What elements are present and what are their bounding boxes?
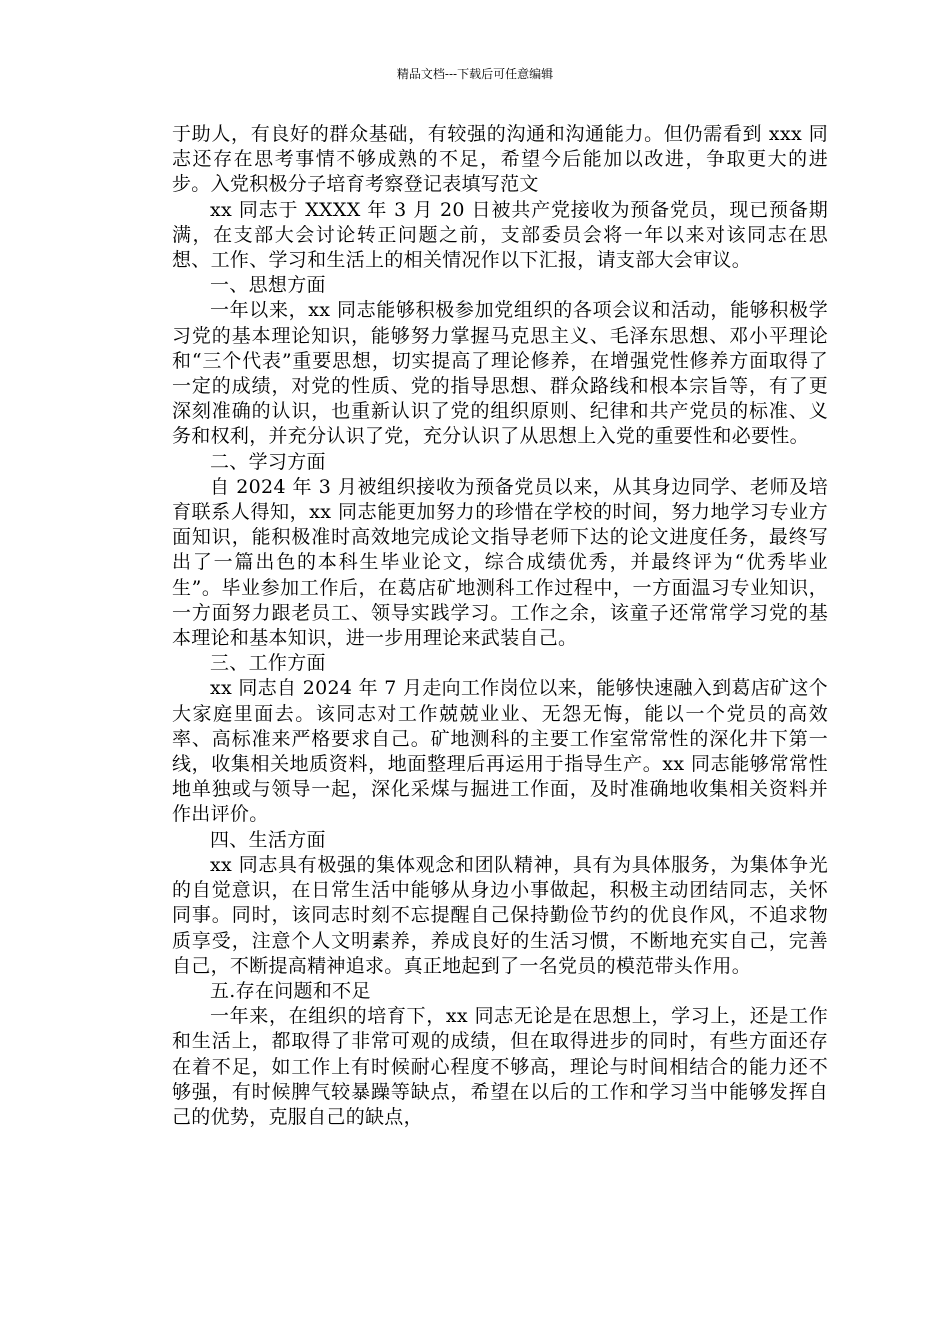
paragraph-life: xx 同志具有极强的集体观念和团队精神，具有为具体服务，为集体争光的自觉意识，在日常生活中能够从身边小事做起，积极主动团结同志，关怀同事。同时，该同志时刻不忘提醒自己保持勤俭节约的优良作风，不追求物质享受，注意个人文明素养，养成良好的生活习惯，不断地充实自己，完善自己，不断提高精神追求。真正地起到了一名党员的模范带头作用。 xyxy=(172,853,828,977)
section-heading-study: 二、学习方面 xyxy=(210,450,326,473)
paragraph-work: xx 同志自 2024 年 7 月走向工作岗位以来，能够快速融入到葛店矿这个大家庭里面去。该同志对工作兢兢业业、无怨无悔，能以一个党员的高效率、高标准来严格要求自己。矿地测科的主要工作室常常性的深化井下第一线，收集相关地质资料，地面整理后再运用于指导生产。xx 同志能够常常性地单独或与领导一起，深化采煤与掘进工作面，及时准确地收集相关资料并作出评价。 xyxy=(172,677,828,826)
section-heading-thought: 一、思想方面 xyxy=(210,274,326,297)
document-body xyxy=(172,122,828,1130)
paragraph-intro: xx 同志于 XXXX 年 3 月 20 日被共产党接收为预备党员，现已预备期满，在支部大会讨论转正问题之前，支部委员会将一年以来对该同志在思想、工作、学习和生活上的相关情况作以下汇报，请支部大会审议。 xyxy=(172,198,828,272)
section-heading-issues: 五.存在问题和不足 xyxy=(210,979,371,1002)
page-header: 精品文档---下载后可任意编辑 xyxy=(396,67,554,81)
paragraph-thought: 一年以来，xx 同志能够积极参加党组织的各项会议和活动，能够积极学习党的基本理论知识，能够努力掌握马克思主义、毛泽东思想、邓小平理论和“三个代表”重要思想，切实提高了理论修养，在增强党性修养方面取得了一定的成绩，对党的性质、党的指导思想、群众路线和根本宗旨等，有了更深刻准确的认识，也重新认识了党的组织原则、纪律和共产党员的标准、义务和权利，并充分认识了党，充分认识了从思想上入党的重要性和必要性。 xyxy=(172,299,828,448)
paragraph-issues: 一年来，在组织的培育下，xx 同志无论是在思想上，学习上，还是工作和生活上，都取得了非常可观的成绩，但在取得进步的同时，有些方面还存在着不足，如工作上有时候耐心程度不够高，理论与时间相结合的能力还不够强，有时候脾气较暴躁等缺点，希望在以后的工作和学习当中能够发挥自己的优势，克服自己的缺点， xyxy=(172,1005,828,1128)
section-heading-work: 三、工作方面 xyxy=(210,652,326,675)
section-heading-life: 四、生活方面 xyxy=(210,828,326,851)
paragraph-continuation: 于助人，有良好的群众基础，有较强的沟通和沟通能力。但仍需看到 xxx 同志还存在思考事情不够成熟的不足，希望今后能加以改进，争取更大的进步。入党积极分子培育考察登记表填写范文 xyxy=(172,123,828,196)
paragraph-study: 自 2024 年 3 月被组织接收为预备党员以来，从其身边同学、老师及培育联系人得知，xx 同志能更加努力的珍惜在学校的时间，努力地学习专业方面知识，能积极准时高效地完成论文指导老师下达的论文进度任务，最终写出了一篇出色的本科生毕业论文，综合成绩优秀，并最终评为“优秀毕业生”。毕业参加工作后，在葛店矿地测科工作过程中，一方面温习专业知识，一方面努力跟老员工、领导实践学习。工作之余，该童子还常常学习党的基本理论和基本知识，进一步用理论来武装自己。 xyxy=(172,475,828,650)
